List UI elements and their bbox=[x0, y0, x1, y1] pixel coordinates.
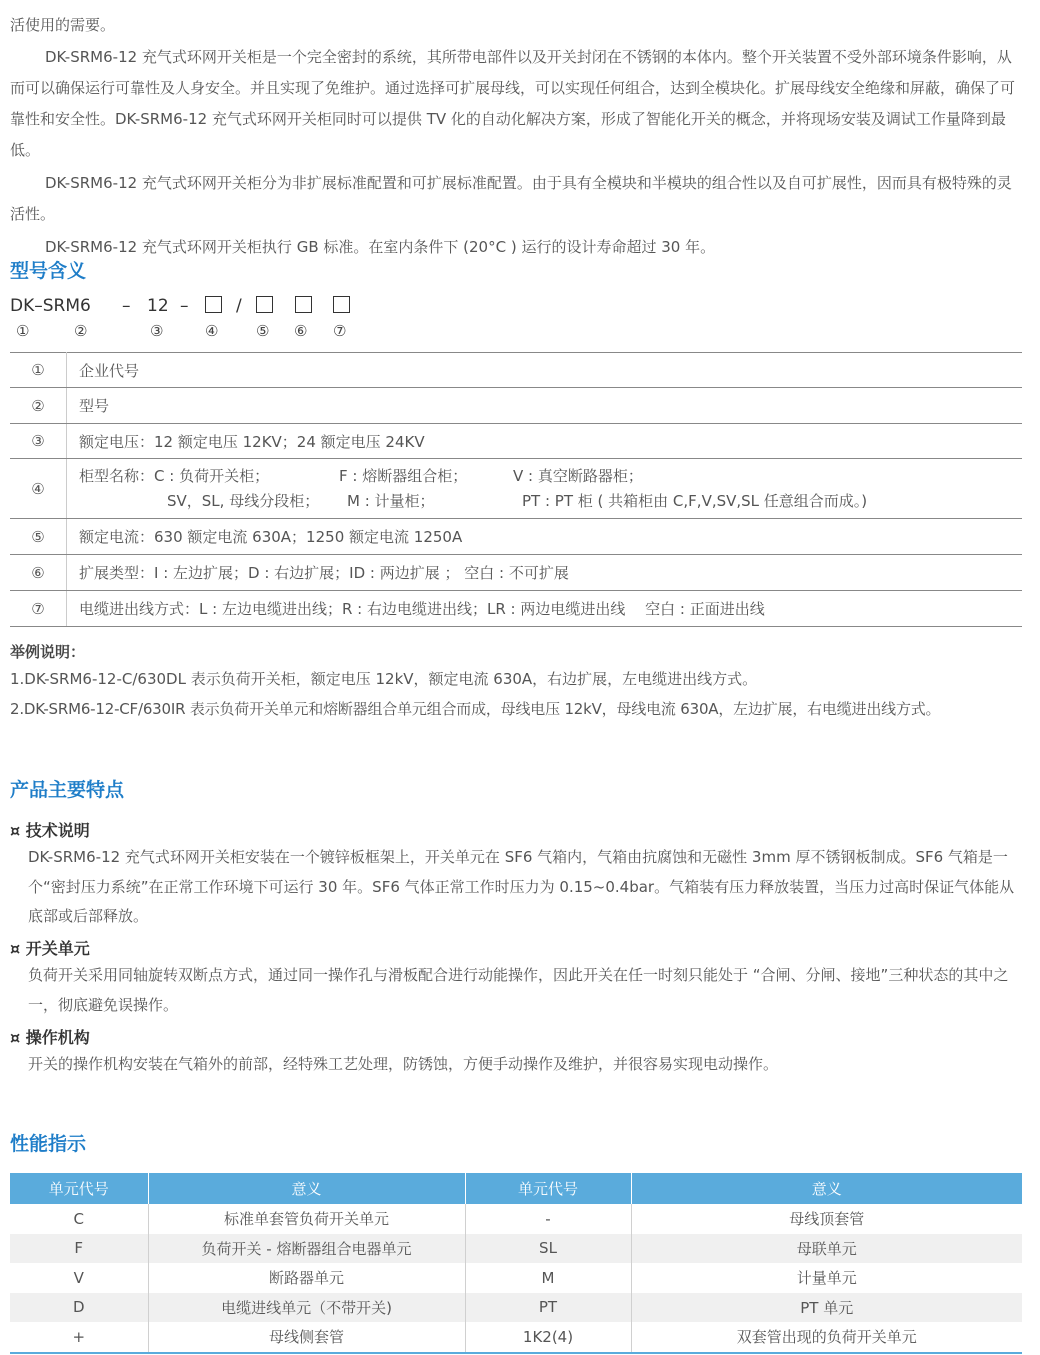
cell-code: C bbox=[10, 1204, 148, 1234]
index-5: ⑤ bbox=[256, 322, 270, 340]
cell-meaning: PT 单元 bbox=[631, 1293, 1022, 1323]
feature-tech-body: DK-SRM6-12 充气式环网开关柜安装在一个镀锌板框架上，开关单元在 SF6 气箱内，气箱由抗腐蚀和无磁性 3mm 厚不锈钢板制成。SF6 气箱是一个“密封压力系统”在正常工作环境下可运行 30 年。SF6 气体正常工作时压力为 0.15~0.4bar。气箱装有压力释放装置，当压力过高时保证气体能从底部或后部释放。 bbox=[28, 848, 1015, 925]
table-row bbox=[10, 591, 1022, 627]
placeholder-box-4 bbox=[205, 296, 222, 313]
performance-heading: 性能指示 bbox=[10, 1133, 87, 1155]
table-row bbox=[10, 1234, 1022, 1264]
intro-paragraph-3: DK-SRM6-12 充气式环网开关柜执行 GB 标准。在室内条件下 (20°C ) 运行的设计寿命超过 30 年。 bbox=[45, 238, 716, 256]
cabinet-type-pt: PT : PT 柜 ( 共箱柜由 C,F,V,SV,SL 任意组合而成。) bbox=[522, 491, 868, 510]
table-row bbox=[10, 1263, 1022, 1293]
index-4: ④ bbox=[205, 322, 219, 340]
cell-meaning: 母线侧套管 bbox=[148, 1322, 465, 1353]
row-number: ⑥ bbox=[10, 555, 67, 591]
row-number: ⑦ bbox=[10, 591, 67, 627]
intro-paragraph-2: DK-SRM6-12 充气式环网开关柜分为非扩展标准配置和可扩展标准配置。由于具有全模块和半模块的组合性以及自可扩展性，因而具有极特殊的灵活性。 bbox=[10, 174, 1012, 223]
cabinet-type-f: F : 熔断器组合柜； bbox=[339, 466, 468, 485]
model-prefix: DK–SRM6 bbox=[10, 296, 91, 316]
table-header-row bbox=[10, 1173, 1022, 1204]
row-text: 电缆进出线方式：L : 左边电缆进出线；R : 右边电缆进出线；LR : 两边电缆进出线 空白 : 正面进出线 bbox=[67, 591, 1023, 627]
table-row bbox=[10, 424, 1022, 459]
feature-tech-title: ¤ 技术说明 bbox=[10, 821, 90, 840]
cell-meaning: 母线顶套管 bbox=[789, 1210, 865, 1229]
table-row bbox=[10, 555, 1022, 591]
index-2: ② bbox=[74, 322, 88, 340]
feature-mechanism-body: 开关的操作机构安装在气箱外的前部，经特殊工艺处理，防锈蚀，方便手动操作及维护，并很容易实现电动操作。 bbox=[28, 1055, 779, 1073]
index-7: ⑦ bbox=[333, 322, 347, 340]
header-unit-code-2: 单元代号 bbox=[465, 1173, 631, 1204]
row-number: ② bbox=[10, 388, 67, 424]
cell-meaning: 电缆进线单元（不带开关) bbox=[148, 1293, 465, 1323]
cell-code: F bbox=[10, 1234, 148, 1264]
cell-meaning: 标准单套管负荷开关单元 bbox=[148, 1204, 465, 1234]
cell-code: V bbox=[10, 1263, 148, 1293]
index-6: ⑥ bbox=[294, 322, 308, 340]
cabinet-type-m: M : 计量柜； bbox=[347, 491, 435, 510]
row-number: ⑤ bbox=[10, 519, 67, 555]
table-row bbox=[10, 459, 1022, 519]
features-heading: 产品主要特点 bbox=[10, 779, 125, 801]
example-1: 1.DK-SRM6-12-C/630DL 表示负荷开关柜，额定电压 12kV，额定电流 630A，右边扩展，左电缆进出线方式。 bbox=[10, 670, 758, 688]
feature-mechanism-title: ¤ 操作机构 bbox=[10, 1028, 90, 1047]
cabinet-type-v: V : 真空断路器柜； bbox=[513, 466, 643, 485]
cell-meaning: 双套管出现的负荷开关单元 bbox=[631, 1322, 1022, 1353]
header-meaning-1: 意义 bbox=[148, 1173, 465, 1204]
model-dash-2: – bbox=[180, 296, 189, 316]
placeholder-box-6 bbox=[295, 296, 312, 313]
cell-code: M bbox=[465, 1263, 631, 1293]
table-row bbox=[10, 1293, 1022, 1323]
example-2: 2.DK-SRM6-12-CF/630IR 表示负荷开关单元和熔断器组合单元组合而成，母线电压 12kV，母线电流 630A，左边扩展，右电缆进出线方式。 bbox=[10, 700, 941, 718]
placeholder-box-7 bbox=[333, 296, 350, 313]
row-number: ③ bbox=[10, 424, 67, 459]
row-text: 企业代号 bbox=[67, 353, 1023, 388]
model-voltage: 12 bbox=[147, 296, 169, 316]
index-3: ③ bbox=[150, 322, 164, 340]
table-row bbox=[10, 353, 1022, 388]
table-row bbox=[10, 1204, 1022, 1234]
table-row bbox=[10, 519, 1022, 555]
model-definition-table bbox=[10, 352, 1022, 627]
performance-table bbox=[10, 1173, 1022, 1354]
cabinet-type-sv: SV，SL, 母线分段柜； bbox=[167, 491, 320, 510]
row-number: ① bbox=[10, 353, 67, 388]
cell-code: 1K2(4) bbox=[465, 1322, 631, 1353]
table-row bbox=[10, 388, 1022, 424]
cell-code: - bbox=[465, 1204, 631, 1234]
row-text: 额定电压：12 额定电压 12KV；24 额定电压 24KV bbox=[67, 424, 1023, 459]
cell-meaning: 计量单元 bbox=[796, 1269, 857, 1288]
row-number: ④ bbox=[10, 459, 67, 519]
model-heading: 型号含义 bbox=[10, 260, 87, 282]
cell-code: + bbox=[10, 1322, 148, 1353]
row-text: 扩展类型：I : 左边扩展；D : 右边扩展；ID : 两边扩展 ； 空白 : 不可扩展 bbox=[67, 555, 1023, 591]
index-1: ① bbox=[16, 322, 30, 340]
model-dash-1: – bbox=[122, 296, 131, 316]
cell-meaning: 母联单元 bbox=[631, 1234, 1022, 1264]
cell-meaning: 断路器单元 bbox=[148, 1263, 465, 1293]
intro-paragraph-1: DK-SRM6-12 充气式环网开关柜是一个完全密封的系统，其所带电部件以及开关封闭在不锈钢的本体内。整个开关装置不受外部环境条件影响，从而可以确保运行可靠性及人身安全。并且实现了免维护。通过选择可扩展母线，可以实现任何组合，达到全模块化。扩展母线安全绝缘和屏蔽，确保了可靠性和安全性。DK-SRM6-12 充气式环网开关柜同时可以提供 TV 化的自动化解决方案，形成了智能化开关的概念，并将现场安装及调试工作量降到最低。 bbox=[10, 48, 1016, 159]
feature-switch-body: 负荷开关采用同轴旋转双断点方式，通过同一操作孔与滑板配合进行动能操作，因此开关在任一时刻只能处于 “合闸、分闸、接地”三种状态的其中之一，彻底避免误操作。 bbox=[28, 966, 1009, 1014]
cell-meaning: 负荷开关 - 熔断器组合电器单元 bbox=[148, 1234, 465, 1264]
example-title: 举例说明： bbox=[10, 643, 86, 661]
row-text: 型号 bbox=[67, 388, 1023, 424]
feature-switch-title: ¤ 开关单元 bbox=[10, 939, 90, 958]
row-text bbox=[67, 459, 1023, 519]
model-slash: / bbox=[236, 296, 242, 316]
cell-code: SL bbox=[465, 1234, 631, 1264]
header-unit-code-1: 单元代号 bbox=[10, 1173, 148, 1204]
intro-paragraph-0: 活使用的需要。 bbox=[10, 16, 116, 34]
cabinet-type-c: 柜型名称：C : 负荷开关柜； bbox=[79, 466, 270, 485]
row-text: 额定电流：630 额定电流 630A；1250 额定电流 1250A bbox=[67, 519, 1023, 555]
placeholder-box-5 bbox=[256, 296, 273, 313]
header-meaning-2: 意义 bbox=[631, 1173, 1022, 1204]
table-row bbox=[10, 1322, 1022, 1353]
cell-code: PT bbox=[465, 1293, 631, 1323]
cell-code: D bbox=[10, 1293, 148, 1323]
